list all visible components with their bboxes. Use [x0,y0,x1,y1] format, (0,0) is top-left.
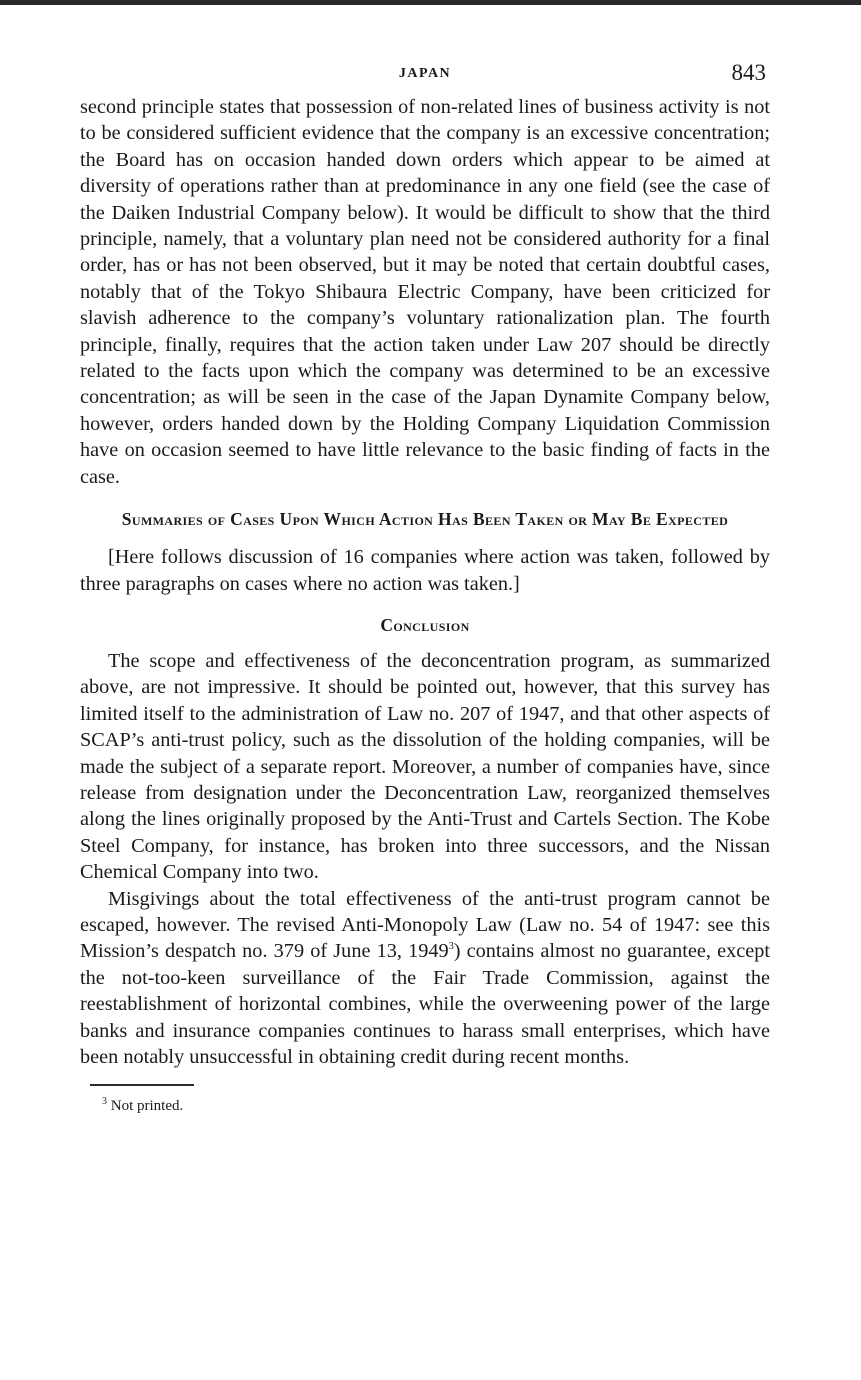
footnote-marker: 3 [102,1096,107,1108]
footnote [102,1096,770,1116]
section-heading-summaries: Summaries of Cases Upon Which Action Has Been Taken or May Be Expected [121,509,729,530]
top-edge-rule [0,0,861,5]
running-header [80,58,770,94]
footnote-reference: 3 [448,941,454,953]
body-paragraph-1: second principle states that possession of non-related lines of business activity is not to be considered sufficient evidence that the company is an excessive concentration; the Board has on occasion handed down orders which appear to be aimed at diversity of operations rather than at predominance in any one field (see the case of the Daiken Industrial Company below). It would be difficult to show that the third principle, namely, that a voluntary plan need not be considered authority for a final order, has or has not been observed, but it may be noted that certain doubtful cases, notably that of the Tokyo Shibaura Electric Company, have been criticized for slavish adherence to the company’s voluntary rationalization plan. The fourth principle, finally, requires that the action taken under Law 207 should be directly related to the facts upon which the company was determined to be an excessive concentration; as will be seen in the case of the Japan Dynamite Company below, however, orders handed down by the Holding Company Liquidation Commission have on occasion seemed to have little relevance to the basic finding of facts in the case. [80,96,770,488]
footnote-text: Not printed. [110,1098,184,1115]
section-heading-conclusion: Conclusion [380,614,470,635]
footnote-divider [90,1084,194,1086]
paragraph-4-text-after-note: ) contains almost no guarantee, except the not-too-keen surveillance of the Fair Trade Commission, against the reestablishment of horizontal combines, while the overweening power of the large banks and insurance companies continues to harass small enterprises, which have been notably unsuccessful in obtaining credit during recent months. [80,940,770,1068]
page-number: 843 [731,60,766,85]
body-paragraph-4 [80,886,770,1071]
paragraph-4-text-before-note: Misgivings about the total effectiveness of the anti-trust program cannot be escaped, however. The revised Anti-Monopoly Law (Law no. 54 of 1947: see this Mission’s despatch no. 379 of June 13, 1949 [80,887,770,963]
running-title: JAPAN [398,66,452,81]
editorial-note-paragraph: [Here follows discussion of 16 companies where action was taken, followed by three paragraphs on cases where no action was taken.] [80,546,770,595]
book-page [80,58,770,1116]
body-paragraph-3: The scope and effectiveness of the deconcentration program, as summarized above, are not impressive. It should be pointed out, however, that this survey has limited itself to the administration of Law no. 207 of 1947, and that other aspects of SCAP’s anti-trust policy, such as the dissolution of the holding companies, will be made the subject of a separate report. Moreover, a number of companies have, since release from designation under the Deconcentration Law, reorganized themselves along the lines originally proposed by the Anti-Trust and Cartels Section. The Kobe Steel Company, for instance, has broken into three successors, and the Nissan Chemical Company into two. [80,649,770,884]
